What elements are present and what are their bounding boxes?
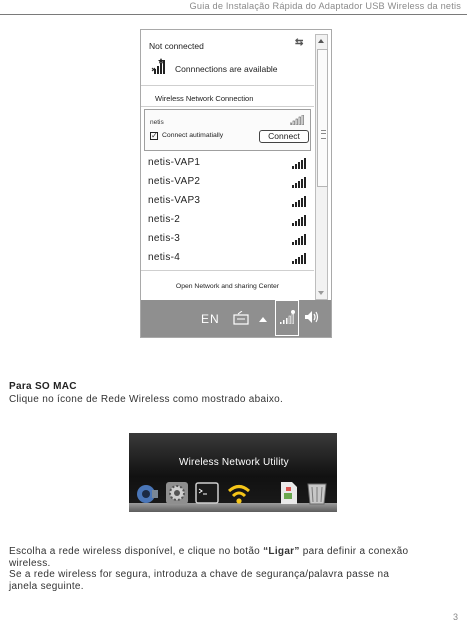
taskbar — [141, 300, 332, 338]
network-item-netis-vap1[interactable] — [141, 154, 313, 173]
network-name: netis-VAP2 — [148, 176, 201, 187]
system-preferences-icon[interactable] — [165, 481, 189, 505]
instruction-text: para definir a conexão wireless. — [9, 546, 409, 569]
mac-instruction: Clique no ícone de Rede Wireless como mostrado abaixo. — [9, 394, 284, 405]
page-number: 3 — [453, 612, 459, 622]
refresh-icon[interactable]: ⇆ — [295, 37, 304, 48]
divider — [141, 85, 314, 86]
signal-strength-icon — [292, 177, 306, 188]
network-name: netis-3 — [148, 233, 181, 244]
connections-available-text: Connnections are available — [175, 64, 278, 74]
network-item-netis-4[interactable] — [141, 249, 313, 268]
auto-connect-checkbox[interactable]: ✓ — [151, 131, 158, 140]
signal-strength-icon — [292, 196, 306, 207]
network-list-scrollbar[interactable] — [315, 34, 328, 300]
windows-network-flyout — [140, 29, 332, 338]
signal-strength-icon — [292, 253, 306, 264]
mac-dock-screenshot — [129, 433, 337, 512]
scroll-thumb[interactable] — [317, 49, 328, 187]
connect-button-reference: “Ligar” — [263, 546, 300, 557]
speaker-icon[interactable] — [304, 310, 320, 324]
connect-button[interactable]: Connect — [259, 130, 309, 143]
header-divider — [0, 14, 467, 15]
divider — [141, 106, 314, 107]
network-item-netis-2[interactable] — [141, 211, 313, 230]
selected-network-item[interactable] — [144, 109, 311, 151]
document-header-title: Guia de Instalação Rápida do Adaptador USB Wireless da netis — [189, 1, 461, 11]
camera-icon[interactable] — [135, 481, 159, 505]
connection-status: Not connected — [149, 41, 204, 51]
terminal-icon[interactable] — [195, 481, 219, 505]
language-indicator[interactable]: EN — [201, 312, 220, 326]
divider — [141, 270, 314, 271]
section-label: Wireless Network Connection — [155, 94, 254, 103]
mac-section-heading: Para SO MAC — [9, 381, 77, 392]
network-item-netis-vap2[interactable] — [141, 173, 313, 192]
dock-tooltip: Wireless Network Utility — [179, 457, 289, 468]
keyboard-icon[interactable] — [233, 311, 249, 325]
signal-strength-icon — [292, 215, 306, 226]
show-hidden-icons-icon[interactable] — [259, 317, 267, 322]
network-connections-icon — [151, 56, 167, 76]
network-name: netis-VAP1 — [148, 157, 201, 168]
instruction-text: Escolha a rede wireless disponível, e clique no botão — [9, 546, 264, 557]
document-icon[interactable] — [277, 481, 301, 505]
grip-icon — [321, 130, 326, 139]
auto-connect-label: Connect autimatially — [162, 132, 224, 139]
network-name: netis-VAP3 — [148, 195, 201, 206]
wireless-signal-icon — [280, 314, 294, 324]
signal-strength-icon — [292, 158, 306, 169]
star-icon — [291, 310, 295, 314]
signal-strength-icon — [292, 234, 306, 245]
network-name: netis-2 — [148, 214, 181, 225]
open-network-center-link[interactable]: Open Network and sharing Center — [175, 283, 280, 290]
trash-icon[interactable] — [305, 481, 329, 505]
scroll-down-icon[interactable] — [318, 291, 324, 295]
network-name: netis-4 — [148, 252, 181, 263]
wireless-tray-button[interactable] — [275, 300, 299, 336]
instruction-text: Se a rede wireless for segura, introduza a chave de segurança/palavra passe na janela seguinte. — [9, 569, 390, 592]
selected-network-name: netis — [150, 119, 164, 126]
network-item-netis-vap3[interactable] — [141, 192, 313, 211]
signal-strength-icon — [290, 115, 304, 125]
network-item-netis-3[interactable] — [141, 230, 313, 249]
instructions-paragraph — [9, 546, 409, 592]
wireless-network-utility-icon[interactable] — [227, 481, 251, 505]
scroll-up-icon[interactable] — [318, 39, 324, 43]
